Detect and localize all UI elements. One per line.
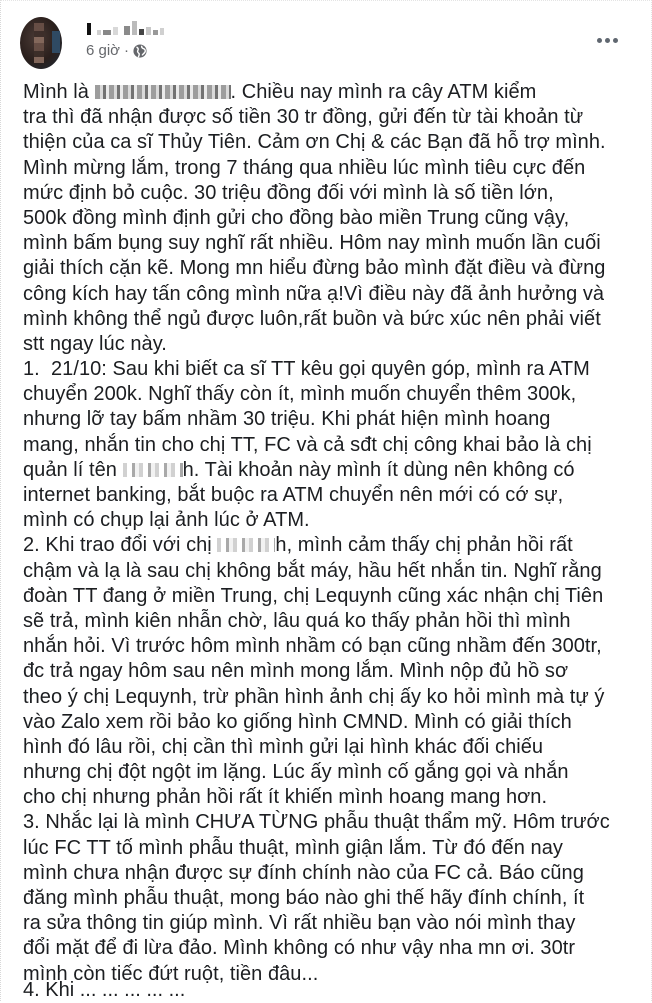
post-line: công kích hay tấn công mình nữa ạ!Vì điều này đã ảnh hưởng và (23, 282, 605, 305)
post-line: Mình mừng lắm, trong 7 tháng qua nhiều lúc mình tiêu cực đến (23, 156, 586, 179)
post-line: 3. Nhắc lại là mình CHƯA TỪNG phẫu thuật thẩm mỹ. Hôm trước (23, 811, 610, 834)
post-line: mình có chụp lại ảnh lúc ở ATM. (23, 509, 310, 532)
post-line: 500k đồng mình định gửi cho đồng bào miền Trung cũng vậy, (23, 206, 570, 229)
post-line: đổi mặt để đi lừa đảo. Mình không có như vậy nha mn ơi. 30tr (23, 937, 576, 960)
post-line: quản lí tên h. Tài khoản này mình ít dùng nên không có (23, 458, 575, 481)
post-line: thiện của ca sĩ Thủy Tiên. Cảm ơn Chị & các Bạn đã hỗ trợ mình. (23, 131, 606, 154)
post-line: đăng mình phẫu thuật, mong báo nào ghi thế hãy đính chính, ít (23, 887, 585, 909)
redacted-name (217, 538, 275, 552)
post-line: theo ý chị Lequynh, trừ phần hình ảnh chị ấy ko hỏi mình mà tự ý (23, 685, 605, 708)
post-line-cutoff: 4. Khi ... ... ... ... ... (23, 979, 186, 1001)
meta-separator: · (124, 42, 130, 59)
avatar-pixelation (52, 31, 60, 53)
post-header (0, 0, 652, 75)
post-line: mình bấm bụng suy nghĩ rất nhiều. Hôm nay mình muốn lần cuối (23, 232, 601, 255)
post-line: mình không thể ngủ được luôn,rất buồn và bức xúc nên phải viết (23, 307, 601, 330)
post-timestamp[interactable]: 6 giờ (86, 42, 121, 59)
redacted-name (95, 85, 231, 99)
post-line: mang, nhắn tin cho chị TT, FC và cả sđt chị công khai bảo là chị (23, 433, 592, 456)
post-text (23, 80, 638, 987)
author-name-redacted[interactable] (87, 21, 164, 35)
post-line: tra thì đã nhận được số tiền 30 tr đồng, gửi đến từ tài khoản từ (23, 106, 584, 129)
post-line: lúc FC TT tố mình phẫu thuật, mình giận lắm. Từ đó đến nay (23, 836, 563, 859)
post-line: mình còn tiếc đứt ruột, tiền đâu... (23, 962, 319, 985)
post-line: stt ngay lúc này. (23, 332, 167, 355)
post-line: 1. 21/10: Sau khi biết ca sĩ TT kêu gọi quyên góp, mình ra ATM (23, 358, 590, 381)
more-horizontal-icon (613, 38, 618, 43)
post-line: Mình là . Chiều nay mình ra cây ATM kiểm (23, 81, 537, 103)
post-line: cho chị nhưng phản hồi rất ít khiến mình hoang mang hơn. (23, 786, 548, 809)
post-line: nhưng lỡ tay bấm nhầm 30 triệu. Khi phát hiện mình hoang (23, 408, 551, 431)
post-line: 2. Khi trao đổi với chị h, mình cảm thấy chị phản hồi rất (23, 534, 573, 557)
post-line: chuyển 200k. Nghĩ thấy còn ít, mình muốn chuyển thêm 300k, (23, 383, 577, 406)
post-line: ra sửa thông tin giúp mình. Vì rất nhiều bạn vào nói mình thay (23, 912, 576, 935)
post-line: mình chưa nhận được sự đính chính nào của FC cả. Báo cũng (23, 861, 584, 884)
post-line: giải thích cặn kẽ. Mong mn hiểu đừng bảo mình đặt điều và đừng (23, 257, 606, 280)
more-options-button[interactable] (592, 33, 622, 47)
post-line: hình đó lâu rồi, chị cần thì mình gửi lại hình khác đối chiếu (23, 735, 544, 758)
post-line: vào Zalo xem rồi bảo ko giống hình CMND. Mình có giải thích (23, 710, 572, 733)
more-horizontal-icon (597, 38, 602, 43)
post-line: đoàn TT đang ở miền Trung, chị Lequynh cũng xác nhận chị Tiên (23, 584, 604, 607)
post-line: internet banking, bắt buộc ra ATM chuyển nên mới có cớ sự, (23, 484, 564, 506)
post-line: nhắn hỏi. Vì trước hôm mình nhầm có bạn cũng nhầm đến 300tr, (23, 635, 602, 658)
avatar[interactable] (20, 17, 62, 69)
post-line: đc trả ngay hôm sau nên mình mong lắm. Mình nộp đủ hồ sơ (23, 660, 569, 683)
post-line: sẽ trả, mình kiên nhẫn chờ, lâu quá ko thấy phản hồi thì mình (23, 609, 571, 632)
redacted-name (123, 463, 183, 477)
post-line: nhưng chị đột ngột im lặng. Lúc ấy mình cố gắng gọi và nhắn (23, 761, 569, 784)
globe-icon[interactable] (133, 44, 147, 58)
avatar-pixelation (34, 23, 44, 63)
more-horizontal-icon (605, 38, 610, 43)
post-line: mức định bỏ cuộc. 30 triệu đồng đối với mình là số tiền lớn, (23, 181, 554, 204)
post-line: chậm và lạ là sau chị không bắt máy, hầu hết nhắn tin. Nghĩ rằng (23, 559, 602, 582)
post-meta (86, 42, 147, 59)
